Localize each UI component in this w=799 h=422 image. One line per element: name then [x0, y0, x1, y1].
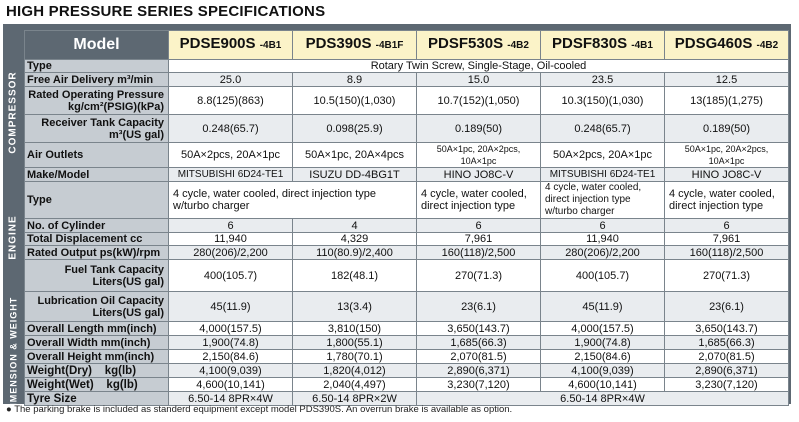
table-cell: 160(118)/2,500: [665, 246, 789, 260]
table-cell: 23(6.1): [417, 292, 541, 322]
table-row: [25, 322, 789, 336]
table-row: [25, 73, 789, 87]
table-row: [25, 60, 789, 73]
table-cell: 3,230(7,120): [665, 378, 789, 392]
row-label-outlets: Air Outlets: [25, 143, 169, 168]
table-cell: 4 cycle, water cooled, direct injection type: [665, 182, 789, 219]
table-row: [25, 182, 789, 219]
table-row: [25, 115, 789, 143]
row-label-weight-wet: Weight(Wet) kg(lb): [25, 378, 169, 392]
table-cell: 1,900(74.8): [169, 336, 293, 350]
table-cell: 2,150(84.6): [169, 350, 293, 364]
row-label-tyre: Tyre Size: [25, 392, 169, 406]
table-cell: 0.248(65.7): [169, 115, 293, 143]
table-cell: 45(11.9): [541, 292, 665, 322]
table-cell: 12.5: [665, 73, 789, 87]
table-cell: 11,940: [169, 233, 293, 246]
section-compressor: COMPRESSOR: [3, 60, 24, 165]
row-label-weight-dry: Weight(Dry) kg(lb): [25, 364, 169, 378]
row-label-make: Make/Model: [25, 168, 169, 182]
table-cell: 4,100(9,039): [541, 364, 665, 378]
table-cell: 1,900(74.8): [541, 336, 665, 350]
table-row: [25, 143, 789, 168]
table-cell: 23.5: [541, 73, 665, 87]
table-cell: 110(80.9)/2,400: [293, 246, 417, 260]
table-cell: 3,650(143.7): [417, 322, 541, 336]
model-header-5: PDSG460S -4B2: [665, 31, 789, 60]
table-cell: 10.5(150)(1,030): [293, 87, 417, 115]
table-row: [25, 219, 789, 233]
table-cell: 15.0: [417, 73, 541, 87]
table-cell: 2,070(81.5): [665, 350, 789, 364]
table-row: [25, 246, 789, 260]
specifications-table: [24, 30, 789, 406]
table-cell: 4,000(157.5): [541, 322, 665, 336]
table-cell: 45(11.9): [169, 292, 293, 322]
table-cell: 1,685(66.3): [665, 336, 789, 350]
table-cell: 6.50-14 8PR×2W: [293, 392, 417, 406]
table-row: [25, 87, 789, 115]
table-row: [25, 233, 789, 246]
table-cell: 50A×2pcs, 20A×1pc: [541, 143, 665, 168]
table-cell: 2,890(6,371): [665, 364, 789, 378]
table-cell: 7,961: [417, 233, 541, 246]
table-cell: 23(6.1): [665, 292, 789, 322]
table-cell: 8.8(125)(863): [169, 87, 293, 115]
table-cell: 4,600(10,141): [169, 378, 293, 392]
table-cell: 0.189(50): [665, 115, 789, 143]
table-cell: 400(105.7): [541, 260, 665, 292]
model-header-1: PDSE900S -4B1: [169, 31, 293, 60]
table-cell: 0.189(50): [417, 115, 541, 143]
model-header-2: PDS390S -4B1F: [293, 31, 417, 60]
table-cell: 4,100(9,039): [169, 364, 293, 378]
table-cell: 400(105.7): [169, 260, 293, 292]
table-cell: 7,961: [665, 233, 789, 246]
table-row: [25, 260, 789, 292]
table-cell: 2,150(84.6): [541, 350, 665, 364]
row-label-height: Overall Height mm(inch): [25, 350, 169, 364]
table-cell: 4 cycle, water cooled, direct injection type: [417, 182, 541, 219]
table-cell: 280(206)/2,200: [541, 246, 665, 260]
table-cell: MITSUBISHI 6D24-TE1: [169, 168, 293, 182]
table-row: [25, 350, 789, 364]
table-row: [25, 168, 789, 182]
model-header-3: PDSF530S -4B2: [417, 31, 541, 60]
table-row: [25, 378, 789, 392]
table-cell: 0.098(25.9): [293, 115, 417, 143]
table-cell: 0.248(65.7): [541, 115, 665, 143]
table-cell: 4 cycle, water cooled, direct injection type w/turbo charger: [541, 182, 665, 219]
table-cell: 2,070(81.5): [417, 350, 541, 364]
table-cell: 160(118)/2,500: [417, 246, 541, 260]
table-cell: 6: [169, 219, 293, 233]
table-cell: HINO JO8C-V: [417, 168, 541, 182]
table-cell: 10.3(150)(1,030): [541, 87, 665, 115]
table-cell: 50A×1pc, 20A×2pcs, 10A×1pc: [665, 143, 789, 168]
row-label-width: Overall Width mm(inch): [25, 336, 169, 350]
section-engine: ENGINE: [3, 165, 24, 310]
table-cell: 3,810(150): [293, 322, 417, 336]
table-cell: 6: [417, 219, 541, 233]
footnote: ● The parking brake is included as standerd equipment except model PDS390S. An overrun brake is available as option.: [6, 404, 513, 415]
table-cell: 4,000(157.5): [169, 322, 293, 336]
table-cell: 6: [541, 219, 665, 233]
table-cell: 182(48.1): [293, 260, 417, 292]
table-cell: 4,329: [293, 233, 417, 246]
row-label-fad: Free Air Delivery m³/min: [25, 73, 169, 87]
table-cell: 1,800(55.1): [293, 336, 417, 350]
section-dimension-weight: DIMENSION & WEIGHT: [3, 310, 24, 400]
model-header-label: Model: [25, 31, 169, 60]
row-label-fuel: Fuel Tank Capacity Liters(US gal): [25, 260, 169, 292]
table-cell: 1,780(70.1): [293, 350, 417, 364]
table-cell: 2,890(6,371): [417, 364, 541, 378]
row-label-cylinders: No. of Cylinder: [25, 219, 169, 233]
row-label-output: Rated Output ps(kW)/rpm: [25, 246, 169, 260]
table-row: [25, 336, 789, 350]
model-header-4: PDSF830S -4B1: [541, 31, 665, 60]
table-cell: HINO JO8C-V: [665, 168, 789, 182]
table-cell: 50A×1pc, 20A×4pcs: [293, 143, 417, 168]
table-cell: 13(3.4): [293, 292, 417, 322]
table-cell: 270(71.3): [665, 260, 789, 292]
table-cell: 280(206)/2,200: [169, 246, 293, 260]
table-cell: 13(185)(1,275): [665, 87, 789, 115]
table-cell: 6: [665, 219, 789, 233]
table-cell: 3,650(143.7): [665, 322, 789, 336]
table-cell: 3,230(7,120): [417, 378, 541, 392]
table-cell: 1,685(66.3): [417, 336, 541, 350]
page-title: HIGH PRESSURE SERIES SPECIFICATIONS: [6, 3, 326, 20]
row-label-engine-type: Type: [25, 182, 169, 219]
table-cell: 2,040(4,497): [293, 378, 417, 392]
table-cell: ISUZU DD-4BG1T: [293, 168, 417, 182]
table-cell: 11,940: [541, 233, 665, 246]
table-cell: 4,600(10,141): [541, 378, 665, 392]
row-label-lube: Lubrication Oil Capacity Liters(US gal): [25, 292, 169, 322]
table-cell: 8.9: [293, 73, 417, 87]
table-cell: 50A×1pc, 20A×2pcs, 10A×1pc: [417, 143, 541, 168]
table-cell: 4: [293, 219, 417, 233]
row-label-pressure: Rated Operating Pressure kg/cm²(PSIG)(kPa): [25, 87, 169, 115]
row-label-displacement: Total Displacement cc: [25, 233, 169, 246]
row-label-length: Overall Length mm(inch): [25, 322, 169, 336]
table-cell: 1,820(4,012): [293, 364, 417, 378]
table-cell: 6.50-14 8PR×4W: [169, 392, 293, 406]
table-cell: MITSUBISHI 6D24-TE1: [541, 168, 665, 182]
table-row: [25, 292, 789, 322]
table-cell: 50A×2pcs, 20A×1pc: [169, 143, 293, 168]
table-cell: 25.0: [169, 73, 293, 87]
cell-compressor-type: Rotary Twin Screw, Single-Stage, Oil-cooled: [169, 60, 789, 73]
table-row: [25, 364, 789, 378]
table-cell: 4 cycle, water cooled, direct injection type w/turbo charger: [169, 182, 417, 219]
table-cell: 10.7(152)(1,050): [417, 87, 541, 115]
table-cell: 6.50-14 8PR×4W: [417, 392, 789, 406]
row-label-receiver: Receiver Tank Capacity m³(US gal): [25, 115, 169, 143]
model-header-row: [25, 31, 789, 60]
table-cell: 270(71.3): [417, 260, 541, 292]
row-label-type: Type: [25, 60, 169, 73]
